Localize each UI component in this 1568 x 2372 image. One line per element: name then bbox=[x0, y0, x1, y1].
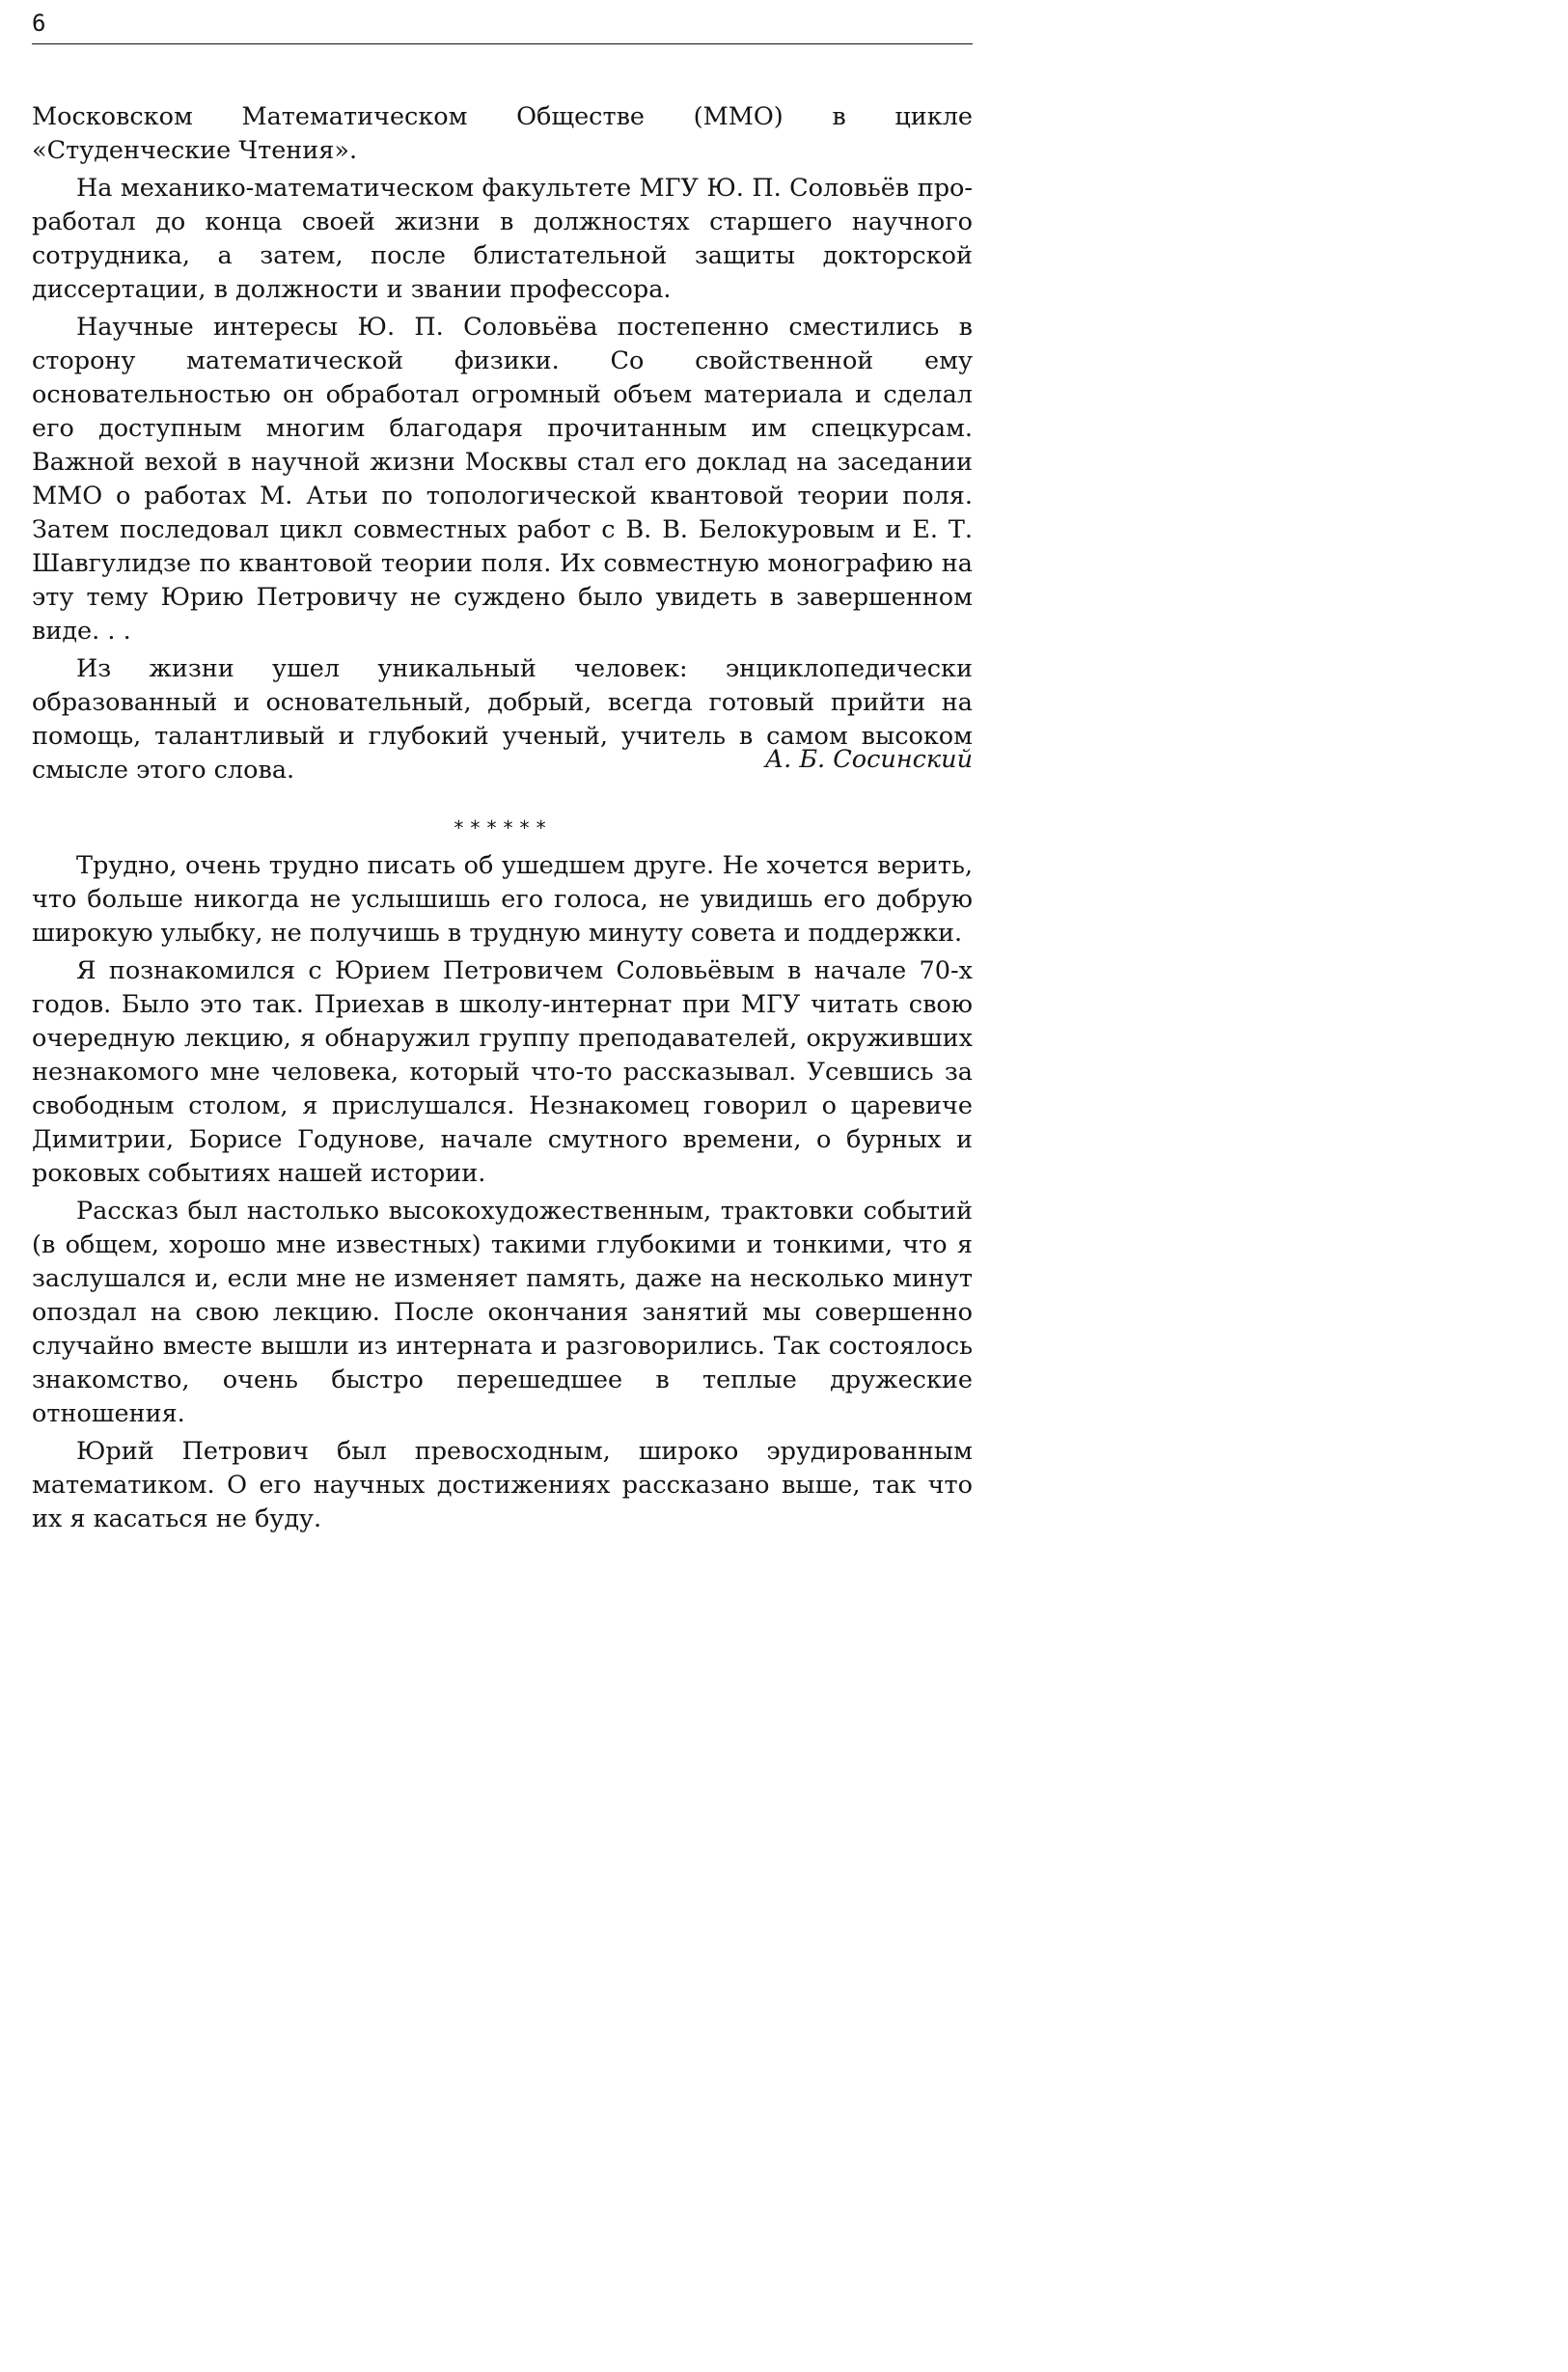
paragraph: Я познакомился с Юрием Петровичем Соловьёвым в начале 70-х годов. Было это так. Приехав в школу-интернат при МГУ читать свою очередную лекцию, я обнаружил группу преподавателей, окруживших незнакомого мне человека, который что-то рассказывал. Усевшись за свободным столом, я прислушался. Незнакомец говорил о царевиче Димитрии, Борисе Годунове, начале смутного времени, о бурных и роковых событиях нашей истории. bbox=[32, 956, 973, 1188]
paragraph: Рассказ был настолько высокохудожественным, трактовки событий (в общем, хорошо мне известных) такими глубокими и тонкими, что я заслушался и, если мне не изменяет память, даже на несколько минут опоздал на свою лекцию. После окончания занятий мы совершенно случайно вместе вышли из интерната и разговорились. Так состоялось знакомство, очень быстро перешедшее в теплые дружеские отношения. bbox=[32, 1197, 973, 1428]
paragraph: Юрий Петрович был превосходным, широко эрудированным математиком. О его научных достижениях рассказано выше, так что их я касаться не буду. bbox=[32, 1437, 973, 1533]
paragraph: Трудно, очень трудно писать об ушедшем друге. Не хочется верить, что больше никогда не услышишь его голоса, не увидишь его добрую широкую улыбку, не получишь в трудную минуту совета и поддержки. bbox=[32, 851, 973, 948]
section-separator: ****** bbox=[453, 816, 552, 840]
paragraph: Научные интересы Ю. П. Соловьёва постепенно сместились в сторону математической физики. Со свойственной ему основательностью он обработал огромный объем материала и сделал его доступным многим благодаря прочитанным им спецкурсам. Важной вехой в научной жизни Москвы стал его доклад на заседании ММО о работах М. Атьи по топологической квантовой теории поля. Затем последовал цикл совместных работ с В. В. Белокуровым и Е. Т. Шавгулидзе по квантовой теории поля. Их совместную монографию на эту тему Юрию Петровичу не суждено было увидеть в завершенном виде. . . bbox=[32, 313, 973, 646]
obituary-section-1 bbox=[32, 100, 973, 787]
paragraph: На механико-математическом факультете МГУ Ю. П. Соловьёв проработал до конца своей жизни в должностях старшего научного сотрудника, а затем, после блистательной защиты докторской диссертации, в должности и звании профессора. bbox=[32, 174, 973, 304]
page-number: 6 bbox=[32, 10, 46, 37]
paragraph: Из жизни ушел уникальный человек: энциклопедически образованный и основательный, добрый, всегда готовый прийти на помощь, талантливый и глубокий ученый, учитель в самом высоком смысле этого слова. bbox=[32, 654, 973, 785]
header-rule bbox=[32, 43, 973, 44]
obituary-section-2 bbox=[32, 849, 973, 1536]
author-signature: А. Б. Сосинский bbox=[764, 745, 973, 774]
paragraph-continuation: Московском Математическом Обществе (ММО) в цикле «Студенческие Чтения». bbox=[32, 102, 973, 165]
